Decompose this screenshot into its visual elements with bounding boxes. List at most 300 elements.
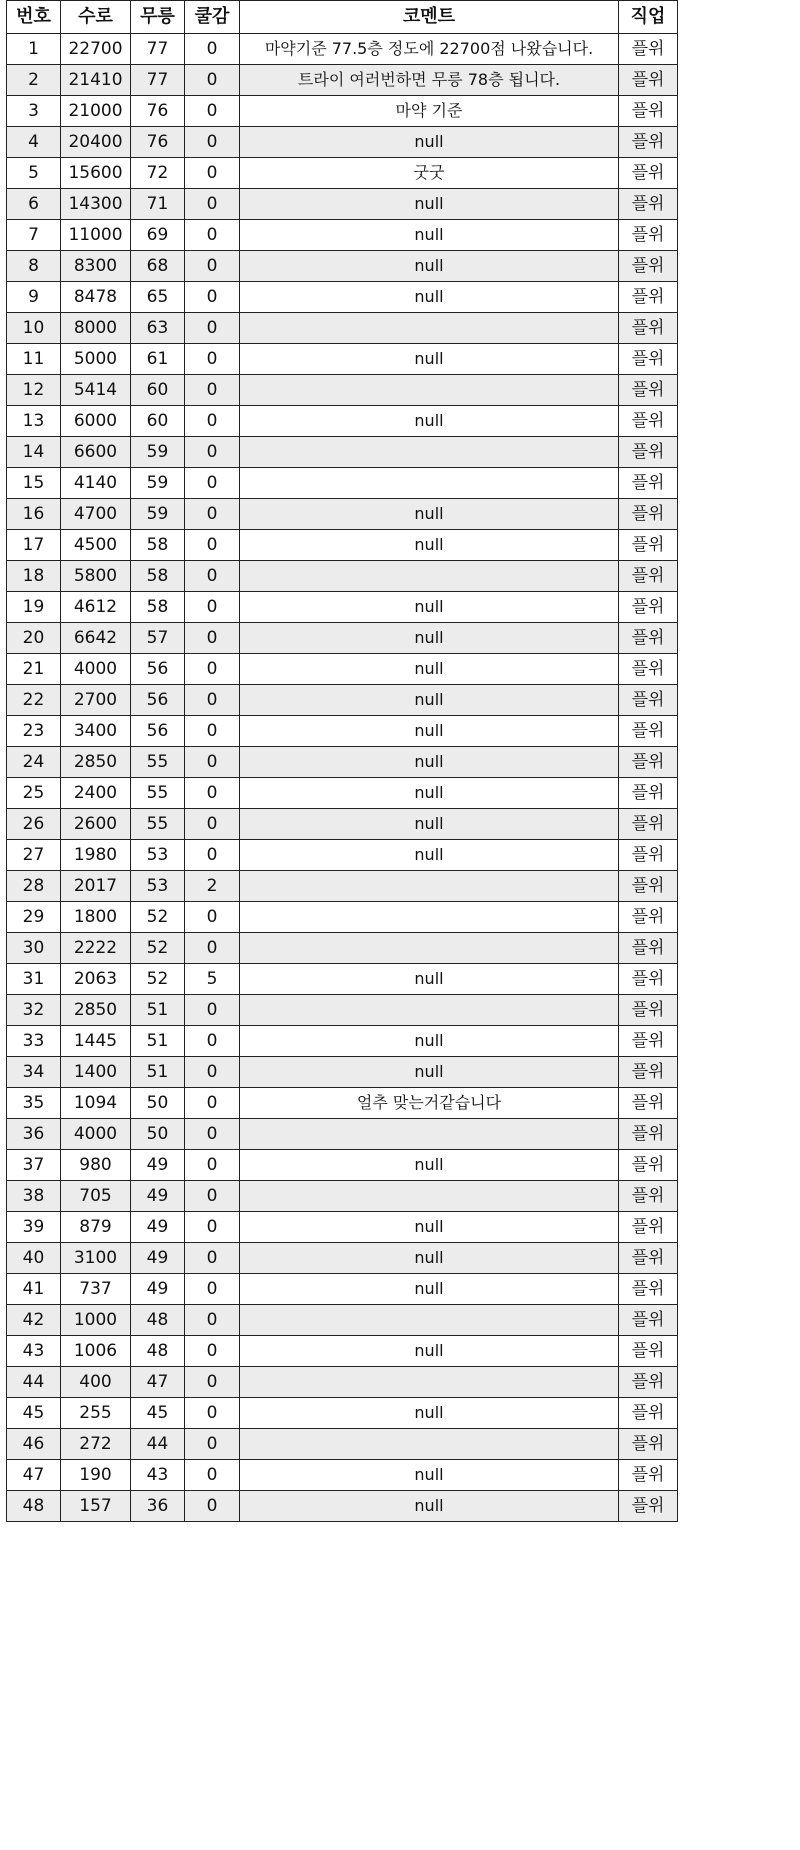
cell-number[interactable]: 29	[7, 902, 61, 933]
cell-score[interactable]: 4500	[61, 530, 131, 561]
cell-floor[interactable]: 58	[131, 530, 185, 561]
cell-cooldown[interactable]: 0	[185, 65, 240, 96]
cell-cooldown[interactable]: 2	[185, 871, 240, 902]
cell-comment[interactable]: null	[240, 251, 619, 282]
cell-score[interactable]: 2063	[61, 964, 131, 995]
cell-floor[interactable]: 52	[131, 964, 185, 995]
cell-comment[interactable]: null	[240, 530, 619, 561]
cell-number[interactable]: 47	[7, 1460, 61, 1491]
cell-score[interactable]: 1400	[61, 1057, 131, 1088]
cell-job[interactable]: 플위	[619, 840, 678, 871]
cell-number[interactable]: 46	[7, 1429, 61, 1460]
cell-floor[interactable]: 48	[131, 1336, 185, 1367]
cell-cooldown[interactable]: 0	[185, 995, 240, 1026]
cell-floor[interactable]: 55	[131, 747, 185, 778]
cell-job[interactable]: 플위	[619, 1150, 678, 1181]
cell-number[interactable]: 40	[7, 1243, 61, 1274]
cell-floor[interactable]: 61	[131, 344, 185, 375]
cell-score[interactable]: 2700	[61, 685, 131, 716]
table-row	[7, 1119, 678, 1150]
cell-job[interactable]: 플위	[619, 685, 678, 716]
cell-cooldown[interactable]: 0	[185, 654, 240, 685]
cell-comment[interactable]	[240, 437, 619, 468]
cell-comment[interactable]: null	[240, 623, 619, 654]
cell-number[interactable]: 44	[7, 1367, 61, 1398]
cell-floor[interactable]: 53	[131, 840, 185, 871]
cell-number[interactable]: 27	[7, 840, 61, 871]
cell-cooldown[interactable]: 0	[185, 499, 240, 530]
cell-floor[interactable]: 51	[131, 995, 185, 1026]
cell-number[interactable]: 36	[7, 1119, 61, 1150]
cell-job[interactable]: 플위	[619, 1274, 678, 1305]
header-floor[interactable]: 무릉	[131, 1, 185, 34]
cell-score[interactable]: 4700	[61, 499, 131, 530]
cell-job[interactable]: 플위	[619, 1305, 678, 1336]
cell-floor[interactable]: 49	[131, 1150, 185, 1181]
cell-number[interactable]: 23	[7, 716, 61, 747]
cell-comment[interactable]: null	[240, 282, 619, 313]
cell-cooldown[interactable]: 0	[185, 1150, 240, 1181]
cell-cooldown[interactable]: 0	[185, 1057, 240, 1088]
cell-floor[interactable]: 60	[131, 406, 185, 437]
cell-comment[interactable]: 마약 기준	[240, 96, 619, 127]
cell-cooldown[interactable]: 0	[185, 282, 240, 313]
cell-comment[interactable]: null	[240, 1274, 619, 1305]
cell-job[interactable]: 플위	[619, 1088, 678, 1119]
cell-comment[interactable]: null	[240, 499, 619, 530]
cell-number[interactable]: 16	[7, 499, 61, 530]
cell-comment[interactable]: null	[240, 1491, 619, 1522]
cell-cooldown[interactable]: 0	[185, 1119, 240, 1150]
cell-score[interactable]: 5000	[61, 344, 131, 375]
cell-floor[interactable]: 51	[131, 1057, 185, 1088]
cell-score[interactable]: 2017	[61, 871, 131, 902]
cell-floor[interactable]: 77	[131, 34, 185, 65]
cell-comment[interactable]: 마약기준 77.5층 정도에 22700점 나왔습니다.	[240, 34, 619, 65]
cell-job[interactable]: 플위	[619, 592, 678, 623]
cell-score[interactable]: 737	[61, 1274, 131, 1305]
cell-number[interactable]: 13	[7, 406, 61, 437]
cell-comment[interactable]: null	[240, 840, 619, 871]
cell-comment[interactable]	[240, 933, 619, 964]
cell-job[interactable]: 플위	[619, 1429, 678, 1460]
cell-score[interactable]: 4000	[61, 1119, 131, 1150]
cell-floor[interactable]: 49	[131, 1212, 185, 1243]
cell-score[interactable]: 879	[61, 1212, 131, 1243]
cell-floor[interactable]: 50	[131, 1119, 185, 1150]
cell-comment[interactable]	[240, 1305, 619, 1336]
cell-comment[interactable]	[240, 313, 619, 344]
cell-comment[interactable]: null	[240, 964, 619, 995]
cell-cooldown[interactable]: 0	[185, 96, 240, 127]
cell-floor[interactable]: 52	[131, 933, 185, 964]
cell-comment[interactable]: null	[240, 685, 619, 716]
cell-score[interactable]: 4000	[61, 654, 131, 685]
cell-floor[interactable]: 56	[131, 654, 185, 685]
cell-number[interactable]: 6	[7, 189, 61, 220]
cell-job[interactable]: 플위	[619, 995, 678, 1026]
cell-floor[interactable]: 58	[131, 561, 185, 592]
cell-number[interactable]: 39	[7, 1212, 61, 1243]
cell-score[interactable]: 272	[61, 1429, 131, 1460]
header-score[interactable]: 수로	[61, 1, 131, 34]
cell-comment[interactable]: null	[240, 1057, 619, 1088]
cell-job[interactable]: 플위	[619, 809, 678, 840]
cell-comment[interactable]: null	[240, 189, 619, 220]
cell-floor[interactable]: 47	[131, 1367, 185, 1398]
cell-comment[interactable]: null	[240, 220, 619, 251]
cell-number[interactable]: 15	[7, 468, 61, 499]
cell-comment[interactable]: null	[240, 747, 619, 778]
cell-number[interactable]: 41	[7, 1274, 61, 1305]
cell-floor[interactable]: 48	[131, 1305, 185, 1336]
cell-job[interactable]: 플위	[619, 1119, 678, 1150]
cell-job[interactable]: 플위	[619, 344, 678, 375]
cell-job[interactable]: 플위	[619, 778, 678, 809]
cell-cooldown[interactable]: 0	[185, 468, 240, 499]
cell-floor[interactable]: 43	[131, 1460, 185, 1491]
cell-floor[interactable]: 44	[131, 1429, 185, 1460]
cell-comment[interactable]: 트라이 여러번하면 무릉 78층 됩니다.	[240, 65, 619, 96]
cell-score[interactable]: 157	[61, 1491, 131, 1522]
cell-floor[interactable]: 69	[131, 220, 185, 251]
cell-job[interactable]: 플위	[619, 561, 678, 592]
cell-job[interactable]: 플위	[619, 1336, 678, 1367]
cell-number[interactable]: 3	[7, 96, 61, 127]
cell-score[interactable]: 21410	[61, 65, 131, 96]
cell-comment[interactable]: null	[240, 1026, 619, 1057]
cell-score[interactable]: 6642	[61, 623, 131, 654]
cell-comment[interactable]: null	[240, 778, 619, 809]
cell-cooldown[interactable]: 0	[185, 1243, 240, 1274]
cell-score[interactable]: 5414	[61, 375, 131, 406]
cell-number[interactable]: 35	[7, 1088, 61, 1119]
cell-job[interactable]: 플위	[619, 375, 678, 406]
cell-floor[interactable]: 63	[131, 313, 185, 344]
cell-score[interactable]: 6600	[61, 437, 131, 468]
cell-comment[interactable]	[240, 561, 619, 592]
header-number[interactable]: 번호	[7, 1, 61, 34]
cell-cooldown[interactable]: 0	[185, 344, 240, 375]
cell-number[interactable]: 17	[7, 530, 61, 561]
cell-comment[interactable]: null	[240, 1460, 619, 1491]
cell-cooldown[interactable]: 0	[185, 158, 240, 189]
cell-job[interactable]: 플위	[619, 1460, 678, 1491]
cell-score[interactable]: 21000	[61, 96, 131, 127]
cell-job[interactable]: 플위	[619, 158, 678, 189]
cell-score[interactable]: 705	[61, 1181, 131, 1212]
cell-comment[interactable]: null	[240, 127, 619, 158]
cell-job[interactable]: 플위	[619, 127, 678, 158]
cell-number[interactable]: 21	[7, 654, 61, 685]
cell-score[interactable]: 1980	[61, 840, 131, 871]
cell-job[interactable]: 플위	[619, 1367, 678, 1398]
cell-score[interactable]: 3100	[61, 1243, 131, 1274]
cell-number[interactable]: 45	[7, 1398, 61, 1429]
cell-cooldown[interactable]: 0	[185, 561, 240, 592]
cell-floor[interactable]: 76	[131, 96, 185, 127]
cell-comment[interactable]	[240, 1181, 619, 1212]
cell-cooldown[interactable]: 0	[185, 1367, 240, 1398]
cell-number[interactable]: 38	[7, 1181, 61, 1212]
cell-number[interactable]: 1	[7, 34, 61, 65]
cell-cooldown[interactable]: 0	[185, 220, 240, 251]
cell-score[interactable]: 1800	[61, 902, 131, 933]
cell-cooldown[interactable]: 0	[185, 1274, 240, 1305]
cell-comment[interactable]: null	[240, 592, 619, 623]
cell-number[interactable]: 20	[7, 623, 61, 654]
cell-job[interactable]: 플위	[619, 1491, 678, 1522]
cell-score[interactable]: 1445	[61, 1026, 131, 1057]
cell-job[interactable]: 플위	[619, 1057, 678, 1088]
cell-comment[interactable]: null	[240, 406, 619, 437]
cell-score[interactable]: 8300	[61, 251, 131, 282]
cell-number[interactable]: 31	[7, 964, 61, 995]
cell-floor[interactable]: 55	[131, 809, 185, 840]
cell-cooldown[interactable]: 0	[185, 623, 240, 654]
cell-cooldown[interactable]: 0	[185, 406, 240, 437]
cell-job[interactable]: 플위	[619, 1026, 678, 1057]
cell-floor[interactable]: 52	[131, 902, 185, 933]
cell-floor[interactable]: 59	[131, 437, 185, 468]
cell-cooldown[interactable]: 0	[185, 1429, 240, 1460]
cell-floor[interactable]: 56	[131, 716, 185, 747]
cell-job[interactable]: 플위	[619, 96, 678, 127]
cell-floor[interactable]: 51	[131, 1026, 185, 1057]
cell-comment[interactable]: null	[240, 716, 619, 747]
cell-score[interactable]: 980	[61, 1150, 131, 1181]
cell-score[interactable]: 4612	[61, 592, 131, 623]
cell-cooldown[interactable]: 0	[185, 747, 240, 778]
cell-score[interactable]: 1094	[61, 1088, 131, 1119]
cell-comment[interactable]	[240, 902, 619, 933]
cell-score[interactable]: 400	[61, 1367, 131, 1398]
cell-job[interactable]: 플위	[619, 437, 678, 468]
cell-job[interactable]: 플위	[619, 282, 678, 313]
cell-floor[interactable]: 71	[131, 189, 185, 220]
cell-cooldown[interactable]: 0	[185, 778, 240, 809]
cell-number[interactable]: 18	[7, 561, 61, 592]
cell-floor[interactable]: 49	[131, 1181, 185, 1212]
cell-cooldown[interactable]: 0	[185, 592, 240, 623]
cell-number[interactable]: 2	[7, 65, 61, 96]
table-row	[7, 1460, 678, 1491]
cell-score[interactable]: 3400	[61, 716, 131, 747]
cell-score[interactable]: 20400	[61, 127, 131, 158]
cell-comment[interactable]: null	[240, 654, 619, 685]
cell-cooldown[interactable]: 0	[185, 1305, 240, 1336]
cell-floor[interactable]: 60	[131, 375, 185, 406]
cell-number[interactable]: 32	[7, 995, 61, 1026]
cell-job[interactable]: 플위	[619, 468, 678, 499]
cell-cooldown[interactable]: 0	[185, 716, 240, 747]
cell-cooldown[interactable]: 0	[185, 809, 240, 840]
cell-comment[interactable]: null	[240, 1150, 619, 1181]
cell-job[interactable]: 플위	[619, 747, 678, 778]
cell-number[interactable]: 4	[7, 127, 61, 158]
cell-number[interactable]: 43	[7, 1336, 61, 1367]
cell-floor[interactable]: 65	[131, 282, 185, 313]
cell-number[interactable]: 12	[7, 375, 61, 406]
cell-floor[interactable]: 56	[131, 685, 185, 716]
cell-score[interactable]: 4140	[61, 468, 131, 499]
cell-number[interactable]: 14	[7, 437, 61, 468]
cell-score[interactable]: 14300	[61, 189, 131, 220]
cell-job[interactable]: 플위	[619, 1243, 678, 1274]
table-row	[7, 995, 678, 1026]
cell-number[interactable]: 33	[7, 1026, 61, 1057]
cell-floor[interactable]: 58	[131, 592, 185, 623]
cell-comment[interactable]	[240, 468, 619, 499]
table-row	[7, 1398, 678, 1429]
cell-cooldown[interactable]: 0	[185, 1460, 240, 1491]
table-row	[7, 282, 678, 313]
cell-job[interactable]: 플위	[619, 65, 678, 96]
cell-comment[interactable]: null	[240, 1336, 619, 1367]
cell-job[interactable]: 플위	[619, 499, 678, 530]
cell-cooldown[interactable]: 5	[185, 964, 240, 995]
cell-cooldown[interactable]: 0	[185, 375, 240, 406]
cell-number[interactable]: 48	[7, 1491, 61, 1522]
cell-score[interactable]: 8478	[61, 282, 131, 313]
cell-comment[interactable]: null	[240, 809, 619, 840]
cell-number[interactable]: 22	[7, 685, 61, 716]
table-row	[7, 158, 678, 189]
header-comment[interactable]: 코멘트	[240, 1, 619, 34]
cell-comment[interactable]: null	[240, 344, 619, 375]
cell-comment[interactable]	[240, 1119, 619, 1150]
cell-score[interactable]: 2222	[61, 933, 131, 964]
cell-job[interactable]: 플위	[619, 1181, 678, 1212]
cell-cooldown[interactable]: 0	[185, 685, 240, 716]
cell-floor[interactable]: 77	[131, 65, 185, 96]
cell-floor[interactable]: 49	[131, 1274, 185, 1305]
cell-number[interactable]: 28	[7, 871, 61, 902]
cell-floor[interactable]: 36	[131, 1491, 185, 1522]
cell-number[interactable]: 7	[7, 220, 61, 251]
cell-job[interactable]: 플위	[619, 933, 678, 964]
cell-number[interactable]: 42	[7, 1305, 61, 1336]
cell-cooldown[interactable]: 0	[185, 437, 240, 468]
cell-score[interactable]: 190	[61, 1460, 131, 1491]
cell-job[interactable]: 플위	[619, 902, 678, 933]
cell-number[interactable]: 24	[7, 747, 61, 778]
cell-comment[interactable]: 얼추 맞는거같습니다	[240, 1088, 619, 1119]
cell-score[interactable]: 2400	[61, 778, 131, 809]
cell-job[interactable]: 플위	[619, 1398, 678, 1429]
cell-cooldown[interactable]: 0	[185, 34, 240, 65]
cell-floor[interactable]: 55	[131, 778, 185, 809]
cell-number[interactable]: 26	[7, 809, 61, 840]
cell-number[interactable]: 30	[7, 933, 61, 964]
cell-floor[interactable]: 68	[131, 251, 185, 282]
cell-cooldown[interactable]: 0	[185, 933, 240, 964]
cell-job[interactable]: 플위	[619, 34, 678, 65]
cell-job[interactable]: 플위	[619, 313, 678, 344]
cell-floor[interactable]: 59	[131, 499, 185, 530]
cell-comment[interactable]: 굿굿	[240, 158, 619, 189]
cell-cooldown[interactable]: 0	[185, 127, 240, 158]
cell-score[interactable]: 2850	[61, 747, 131, 778]
cell-score[interactable]: 11000	[61, 220, 131, 251]
cell-score[interactable]: 22700	[61, 34, 131, 65]
cell-cooldown[interactable]: 0	[185, 1212, 240, 1243]
cell-floor[interactable]: 59	[131, 468, 185, 499]
cell-score[interactable]: 2600	[61, 809, 131, 840]
cell-cooldown[interactable]: 0	[185, 1026, 240, 1057]
cell-number[interactable]: 8	[7, 251, 61, 282]
cell-cooldown[interactable]: 0	[185, 189, 240, 220]
cell-floor[interactable]: 72	[131, 158, 185, 189]
cell-cooldown[interactable]: 0	[185, 251, 240, 282]
cell-score[interactable]: 8000	[61, 313, 131, 344]
cell-number[interactable]: 11	[7, 344, 61, 375]
cell-number[interactable]: 19	[7, 592, 61, 623]
cell-cooldown[interactable]: 0	[185, 530, 240, 561]
cell-cooldown[interactable]: 0	[185, 902, 240, 933]
cell-cooldown[interactable]: 0	[185, 1088, 240, 1119]
cell-floor[interactable]: 57	[131, 623, 185, 654]
cell-comment[interactable]: null	[240, 1212, 619, 1243]
cell-job[interactable]: 플위	[619, 654, 678, 685]
cell-cooldown[interactable]: 0	[185, 840, 240, 871]
cell-comment[interactable]	[240, 1429, 619, 1460]
cell-score[interactable]: 1000	[61, 1305, 131, 1336]
cell-comment[interactable]	[240, 871, 619, 902]
cell-number[interactable]: 34	[7, 1057, 61, 1088]
cell-floor[interactable]: 49	[131, 1243, 185, 1274]
cell-number[interactable]: 25	[7, 778, 61, 809]
cell-comment[interactable]: null	[240, 1398, 619, 1429]
cell-floor[interactable]: 53	[131, 871, 185, 902]
cell-score[interactable]: 5800	[61, 561, 131, 592]
cell-job[interactable]: 플위	[619, 1212, 678, 1243]
cell-cooldown[interactable]: 0	[185, 1398, 240, 1429]
cell-floor[interactable]: 45	[131, 1398, 185, 1429]
header-job[interactable]: 직업	[619, 1, 678, 34]
cell-cooldown[interactable]: 0	[185, 1491, 240, 1522]
cell-floor[interactable]: 50	[131, 1088, 185, 1119]
cell-comment[interactable]	[240, 375, 619, 406]
cell-job[interactable]: 플위	[619, 964, 678, 995]
cell-cooldown[interactable]: 0	[185, 313, 240, 344]
cell-job[interactable]: 플위	[619, 220, 678, 251]
cell-comment[interactable]: null	[240, 1243, 619, 1274]
cell-job[interactable]: 플위	[619, 623, 678, 654]
cell-job[interactable]: 플위	[619, 530, 678, 561]
header-cooldown[interactable]: 쿨감	[185, 1, 240, 34]
cell-job[interactable]: 플위	[619, 251, 678, 282]
cell-score[interactable]: 15600	[61, 158, 131, 189]
cell-cooldown[interactable]: 0	[185, 1336, 240, 1367]
cell-job[interactable]: 플위	[619, 189, 678, 220]
cell-number[interactable]: 9	[7, 282, 61, 313]
cell-job[interactable]: 플위	[619, 871, 678, 902]
cell-comment[interactable]	[240, 1367, 619, 1398]
cell-floor[interactable]: 76	[131, 127, 185, 158]
cell-job[interactable]: 플위	[619, 406, 678, 437]
cell-number[interactable]: 10	[7, 313, 61, 344]
cell-number[interactable]: 5	[7, 158, 61, 189]
cell-job[interactable]: 플위	[619, 716, 678, 747]
cell-cooldown[interactable]: 0	[185, 1181, 240, 1212]
cell-score[interactable]: 255	[61, 1398, 131, 1429]
cell-comment[interactable]	[240, 995, 619, 1026]
cell-number[interactable]: 37	[7, 1150, 61, 1181]
cell-score[interactable]: 1006	[61, 1336, 131, 1367]
cell-score[interactable]: 6000	[61, 406, 131, 437]
cell-score[interactable]: 2850	[61, 995, 131, 1026]
